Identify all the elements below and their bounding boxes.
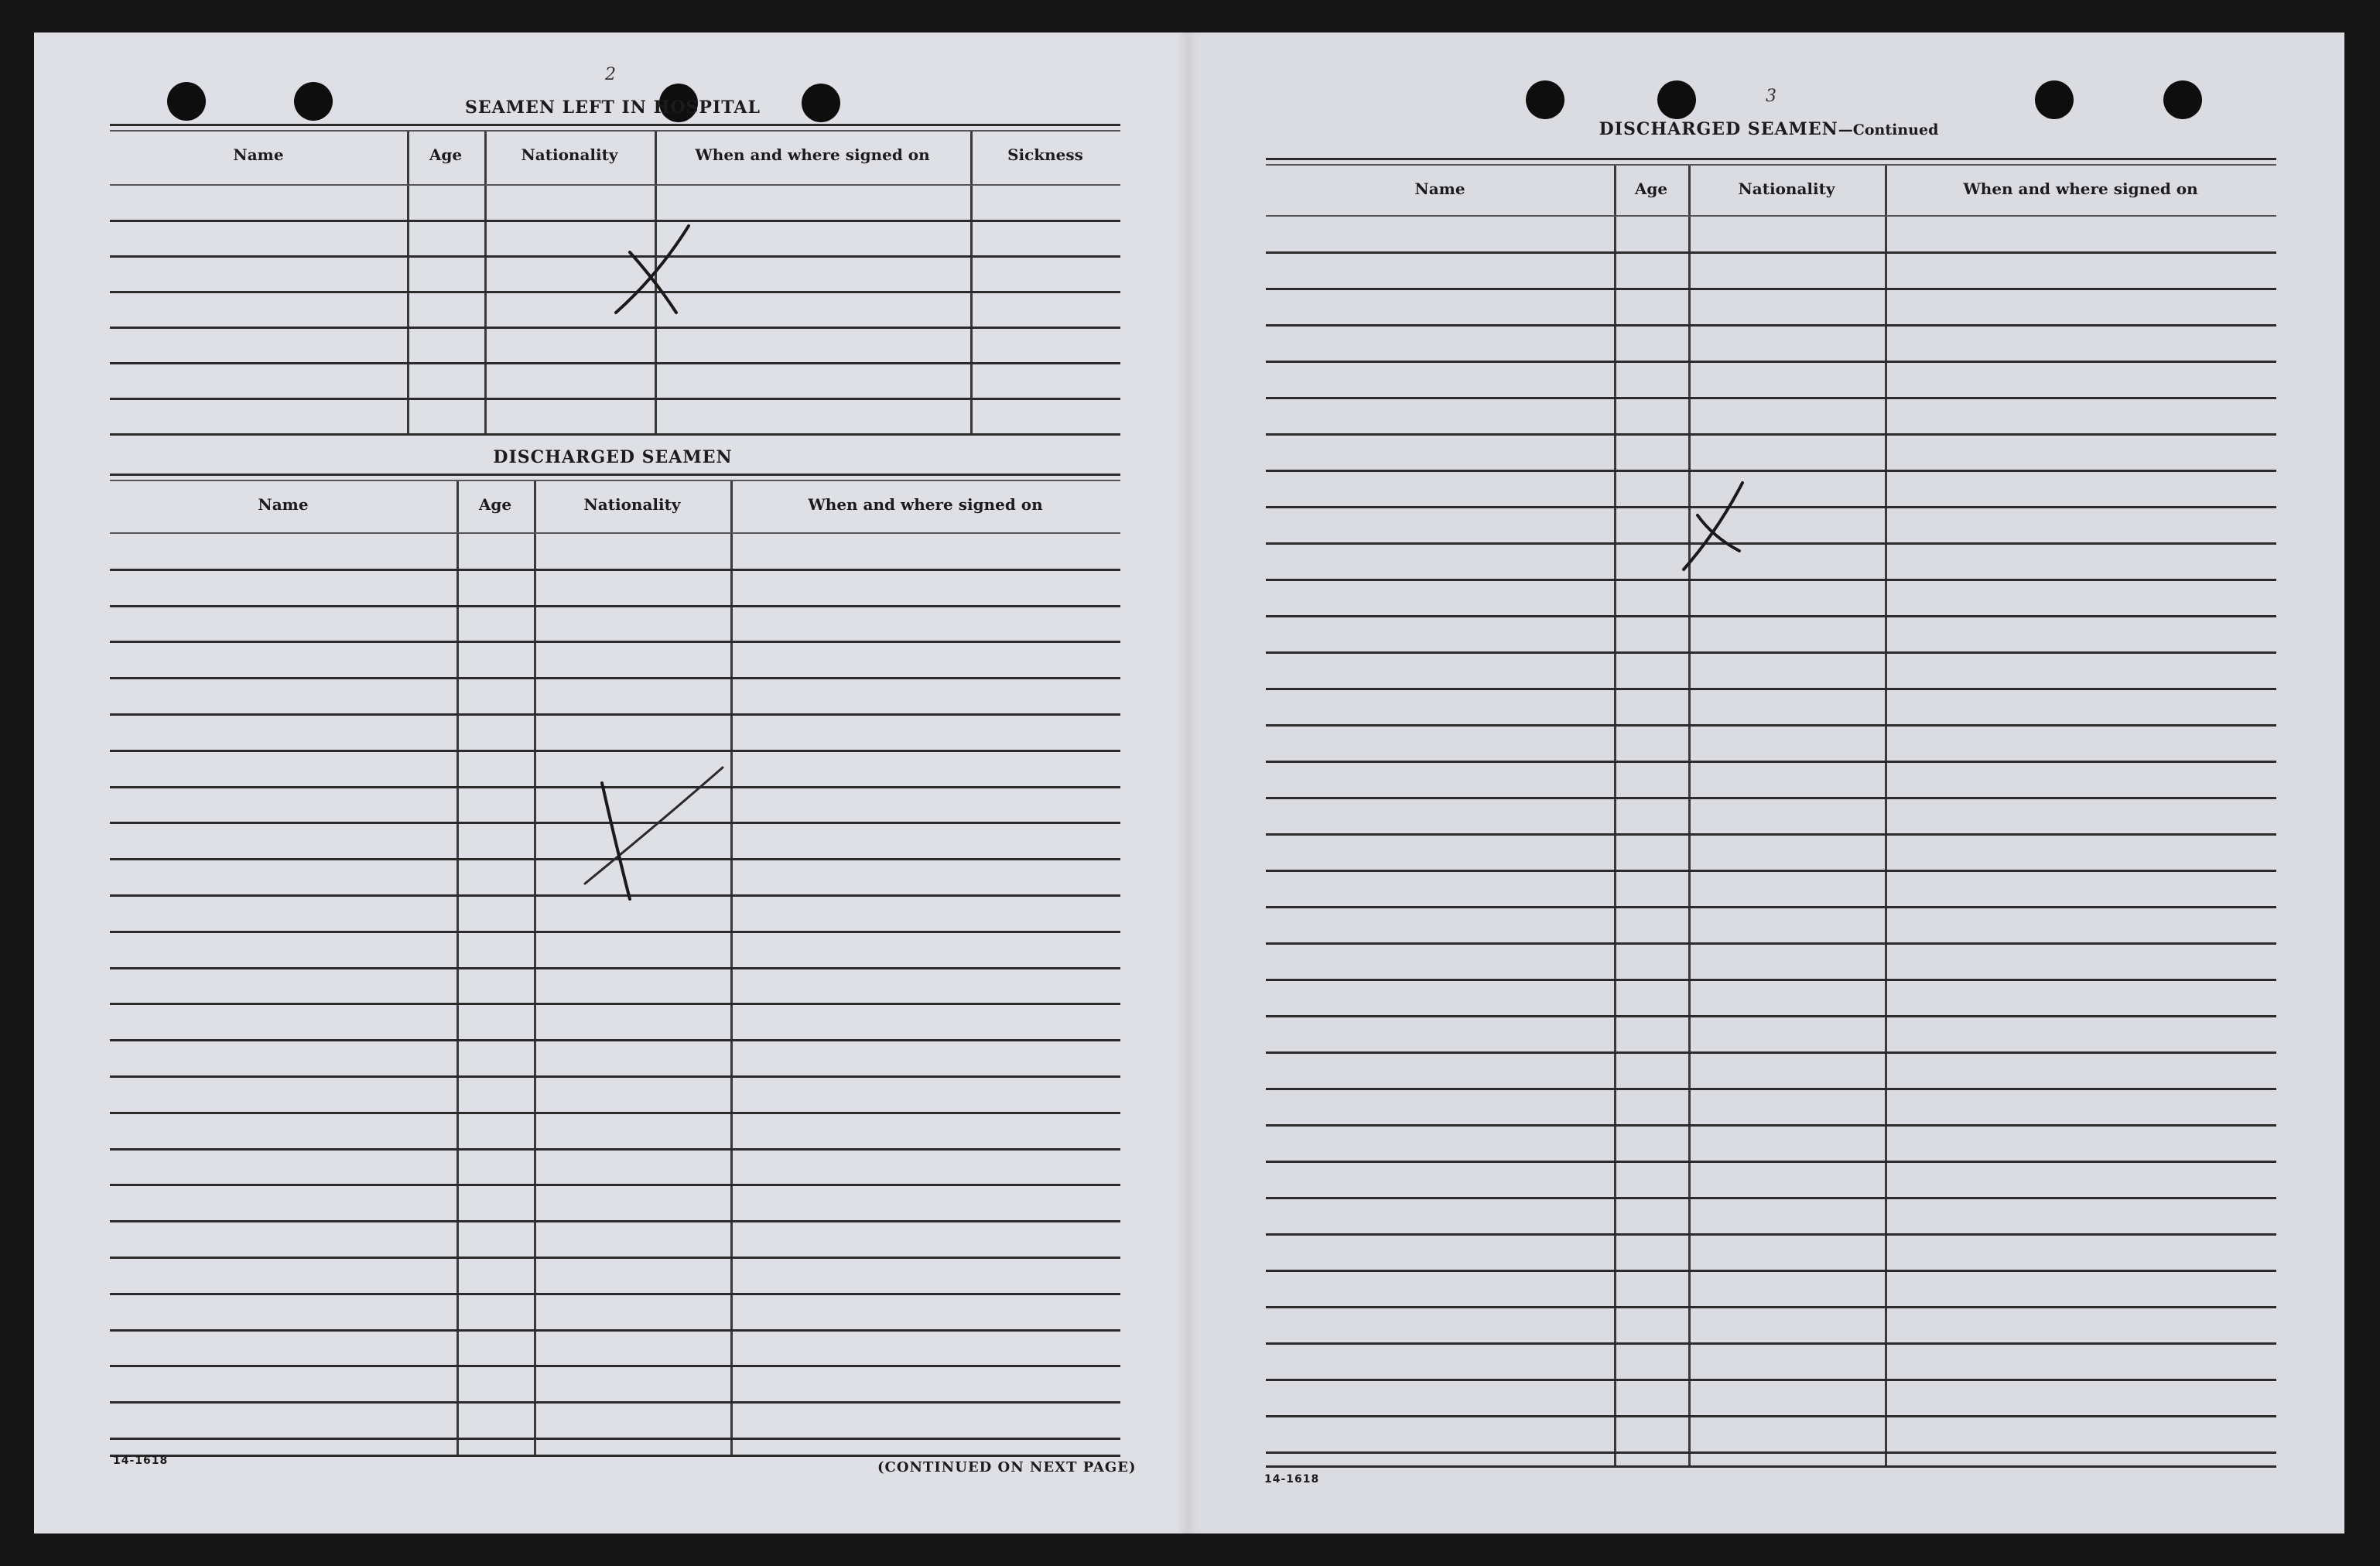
table-row-line xyxy=(1266,361,2276,363)
table-row-line xyxy=(110,1220,1120,1222)
table-row-line xyxy=(110,967,1120,969)
punch-hole xyxy=(294,82,333,121)
table-row-line xyxy=(1266,470,2276,472)
handwritten-x-mark xyxy=(611,221,704,330)
table-row-line xyxy=(1266,906,2276,908)
punch-hole xyxy=(1526,80,1564,119)
table-top-rule xyxy=(110,124,1120,126)
handwritten-x-mark xyxy=(576,760,730,915)
table-row-line xyxy=(1266,288,2276,290)
table-row-line xyxy=(110,1039,1120,1041)
table-row-line xyxy=(1266,1342,2276,1345)
table-row-line xyxy=(110,931,1120,933)
header-rule xyxy=(1266,215,2276,217)
discharged-table-title: DISCHARGED SEAMEN xyxy=(493,447,733,467)
punch-hole xyxy=(1657,80,1696,119)
handwritten-x-mark xyxy=(1679,477,1772,577)
page-fold xyxy=(1176,32,1198,1534)
table-row-line xyxy=(110,1401,1120,1404)
table-row-line xyxy=(110,1184,1120,1186)
header-rule xyxy=(110,532,1120,534)
table-row-line xyxy=(1266,724,2276,727)
table-row-line xyxy=(110,1257,1120,1259)
table-row-line xyxy=(1266,1306,2276,1308)
continued-table-title-main: DISCHARGED SEAMEN xyxy=(1599,119,1838,139)
column-divider xyxy=(484,132,487,433)
table-bottom-rule xyxy=(110,1455,1120,1457)
continued-discharged-table xyxy=(1266,158,2276,1465)
table-row-line xyxy=(110,1329,1120,1332)
table-row-line xyxy=(1266,1051,2276,1054)
punch-hole xyxy=(2035,80,2074,119)
continued-table-title-suffix: —Continued xyxy=(1838,121,1939,138)
table-top-rule xyxy=(1266,158,2276,160)
table-row-line xyxy=(1266,1415,2276,1417)
column-header: When and where signed on xyxy=(1963,180,2198,198)
page-number-right: 3 xyxy=(1766,87,1776,106)
column-header: Sickness xyxy=(1007,145,1083,164)
table-row-line xyxy=(110,398,1120,400)
table-row-line xyxy=(110,1112,1120,1114)
table-row-line xyxy=(1266,1197,2276,1199)
column-header: When and where signed on xyxy=(695,145,930,164)
table-row-line xyxy=(1266,688,2276,690)
table-row-line xyxy=(110,1438,1120,1440)
table-row-line xyxy=(110,677,1120,679)
table-row-line xyxy=(1266,797,2276,799)
form-code-right: 14-1618 xyxy=(1264,1473,1320,1486)
column-header: Nationality xyxy=(1738,180,1835,198)
column-header: Name xyxy=(258,495,309,514)
table-row-line xyxy=(1266,761,2276,763)
column-header: Age xyxy=(429,145,463,164)
column-header: Age xyxy=(478,495,512,514)
column-header: Name xyxy=(1414,180,1465,198)
table-row-line xyxy=(1266,324,2276,327)
punch-hole xyxy=(167,82,206,121)
column-header: Name xyxy=(233,145,284,164)
table-row-line xyxy=(1266,1451,2276,1454)
table-row-line xyxy=(110,1148,1120,1151)
table-row-line xyxy=(110,1075,1120,1078)
column-header: Age xyxy=(1634,180,1668,198)
column-header: Nationality xyxy=(521,145,618,164)
column-divider xyxy=(970,132,973,433)
page-number-left: 2 xyxy=(605,65,616,84)
table-row-line xyxy=(1266,1124,2276,1127)
table-row-line xyxy=(1266,833,2276,836)
table-row-line xyxy=(1266,1161,2276,1163)
table-row-line xyxy=(110,1293,1120,1295)
table-row-line xyxy=(110,1003,1120,1005)
table-bottom-rule xyxy=(1266,1465,2276,1468)
table-row-line xyxy=(1266,870,2276,872)
punch-hole xyxy=(2163,80,2202,119)
column-header: When and where signed on xyxy=(808,495,1043,514)
discharged-table xyxy=(110,474,1120,1455)
continued-table-title xyxy=(1575,119,1962,139)
table-row-line xyxy=(1266,942,2276,945)
table-row-line xyxy=(1266,433,2276,436)
table-top-rule xyxy=(110,474,1120,476)
table-top-rule xyxy=(110,130,1120,132)
table-row-line xyxy=(110,1365,1120,1367)
punch-hole xyxy=(802,84,840,122)
column-header: Nationality xyxy=(583,495,681,514)
hospital-table-title: SEAMEN LEFT IN HOSPITAL xyxy=(465,97,761,118)
table-row-line xyxy=(110,750,1120,752)
table-row-line xyxy=(110,569,1120,571)
table-row-line xyxy=(110,641,1120,643)
table-top-rule xyxy=(110,480,1120,481)
table-row-line xyxy=(1266,651,2276,654)
table-row-line xyxy=(1266,1088,2276,1090)
table-row-line xyxy=(1266,979,2276,981)
table-row-line xyxy=(110,605,1120,607)
table-row-line xyxy=(1266,1233,2276,1236)
continued-note: (CONTINUED ON NEXT PAGE) xyxy=(877,1459,1137,1475)
header-rule xyxy=(110,184,1120,186)
form-code-left: 14-1618 xyxy=(113,1455,169,1467)
table-row-line xyxy=(1266,615,2276,617)
table-row-line xyxy=(1266,251,2276,254)
column-divider xyxy=(407,132,409,433)
table-row-line xyxy=(110,713,1120,716)
table-row-line xyxy=(1266,1015,2276,1017)
table-row-line xyxy=(1266,579,2276,581)
table-row-line xyxy=(110,362,1120,364)
table-row-line xyxy=(1266,1379,2276,1381)
table-row-line xyxy=(1266,1270,2276,1272)
table-row-line xyxy=(1266,397,2276,399)
table-top-rule xyxy=(1266,164,2276,166)
table-bottom-rule xyxy=(110,433,1120,436)
